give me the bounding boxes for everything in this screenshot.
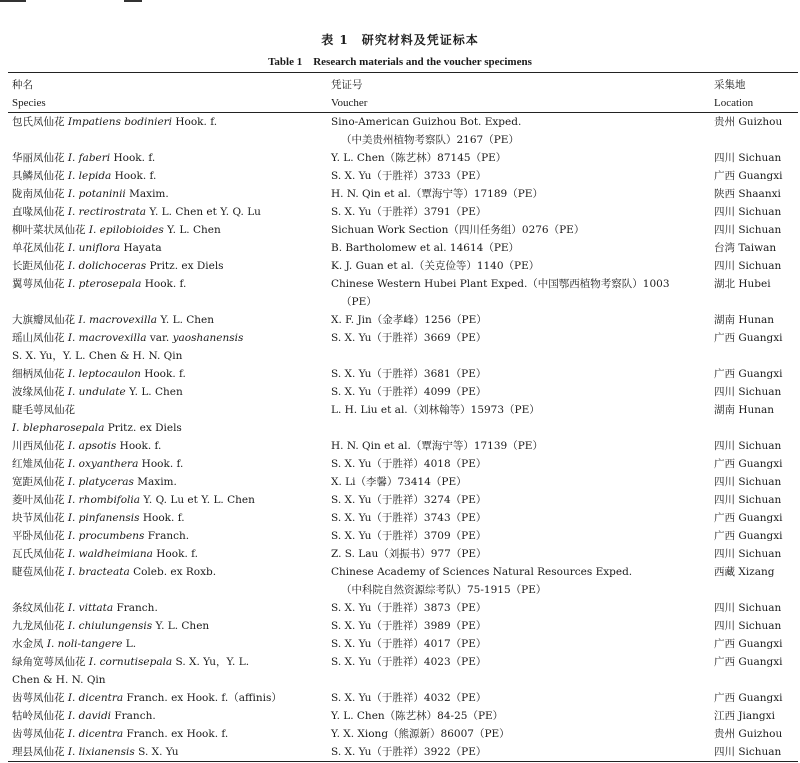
species-chinese-name: 瓦氏凤仙花 bbox=[12, 548, 65, 560]
species-line bbox=[12, 257, 330, 275]
species-authority: S. X. Yu bbox=[134, 746, 179, 758]
voucher-cell bbox=[331, 563, 709, 599]
location-cell: 广西 Guangxi bbox=[714, 692, 783, 704]
header-location bbox=[714, 76, 753, 112]
species-line bbox=[12, 473, 330, 491]
species-cell bbox=[12, 365, 330, 383]
voucher-cell bbox=[331, 239, 709, 257]
species-cell bbox=[12, 599, 330, 617]
header-voucher-en: Voucher bbox=[331, 97, 368, 109]
species-authority-continued: S. X. Yu，Y. L. Chen & H. N. Qin bbox=[12, 350, 183, 362]
location-cell: 贵州 Guizhou bbox=[714, 116, 783, 128]
location-cell: 四川 Sichuan bbox=[714, 224, 782, 236]
voucher-cell bbox=[331, 113, 709, 149]
species-line-continued bbox=[12, 671, 330, 689]
species-cell bbox=[12, 239, 330, 257]
location-cell: 贵州 Guizhou bbox=[714, 728, 783, 740]
location-cell: 四川 Sichuan bbox=[714, 494, 782, 506]
species-cell bbox=[12, 527, 330, 545]
species-chinese-name: 水金凤 bbox=[12, 638, 44, 650]
species-chinese-name: 睫毛萼凤仙花 bbox=[12, 404, 75, 416]
species-scientific-name: I. bracteata bbox=[67, 566, 130, 578]
voucher-line: S. X. Yu（于胜祥）4023（PE） bbox=[331, 656, 487, 668]
voucher-cell bbox=[331, 617, 709, 635]
species-line bbox=[12, 545, 330, 563]
species-line bbox=[12, 203, 330, 221]
voucher-line: H. N. Qin et al.（覃海宁等）17189（PE） bbox=[331, 188, 543, 200]
voucher-cell bbox=[331, 545, 709, 563]
species-authority: Hayata bbox=[120, 242, 162, 254]
species-chinese-name: 牯岭凤仙花 bbox=[12, 710, 65, 722]
species-cell bbox=[12, 257, 330, 275]
table-row bbox=[0, 473, 800, 491]
species-authority-continued: Pritz. ex Diels bbox=[104, 422, 182, 434]
voucher-cell bbox=[331, 509, 709, 527]
species-cell bbox=[12, 383, 330, 401]
voucher-line: S. X. Yu（于胜祥）3922（PE） bbox=[331, 746, 487, 758]
species-authority: Hook. f. bbox=[152, 548, 198, 560]
table-row bbox=[0, 149, 800, 167]
species-line bbox=[12, 329, 330, 347]
voucher-line: S. X. Yu（于胜祥）3669（PE） bbox=[331, 332, 487, 344]
voucher-line: （PE） bbox=[341, 296, 377, 308]
voucher-line: （中美贵州植物考察队）2167（PE） bbox=[341, 134, 519, 146]
table-caption-zh: 表 1 研究材料及凭证标本 bbox=[321, 33, 479, 47]
species-scientific-name: I. uniflora bbox=[67, 242, 121, 254]
table-row bbox=[0, 221, 800, 239]
voucher-line: S. X. Yu（于胜祥）3274（PE） bbox=[331, 494, 487, 506]
species-cell bbox=[12, 617, 330, 635]
species-cell bbox=[12, 689, 330, 707]
species-authority: Hook. f. bbox=[139, 512, 185, 524]
species-chinese-name: 瑶山凤仙花 bbox=[12, 332, 65, 344]
species-line bbox=[12, 725, 330, 743]
species-chinese-name: 宽距凤仙花 bbox=[12, 476, 65, 488]
species-authority-continued: Chen & H. N. Qin bbox=[12, 674, 106, 686]
species-cell bbox=[12, 311, 330, 329]
species-scientific-name: Impatiens bodinieri bbox=[67, 116, 173, 128]
species-chinese-name: 川西凤仙花 bbox=[12, 440, 65, 452]
table-row bbox=[0, 383, 800, 401]
species-chinese-name: 具鳞凤仙花 bbox=[12, 170, 65, 182]
location-cell: 四川 Sichuan bbox=[714, 548, 782, 560]
voucher-cell bbox=[331, 221, 709, 239]
species-scientific-name: I. pterosepala bbox=[67, 278, 142, 290]
species-cell bbox=[12, 401, 330, 437]
species-authority: Maxim. bbox=[125, 188, 169, 200]
species-cell bbox=[12, 707, 330, 725]
voucher-line: Chinese Academy of Sciences Natural Resources Exped. bbox=[331, 566, 633, 578]
location-cell: 湖南 Hunan bbox=[714, 404, 775, 416]
header-species bbox=[12, 76, 46, 112]
species-cell bbox=[12, 563, 330, 581]
header-voucher-zh: 凭证号 bbox=[331, 79, 363, 91]
species-scientific-name: I. davidi bbox=[67, 710, 112, 722]
location-cell: 湖南 Hunan bbox=[714, 314, 775, 326]
voucher-line: S. X. Yu（于胜祥）4018（PE） bbox=[331, 458, 487, 470]
species-scientific-name: I. macrovexilla bbox=[78, 314, 158, 326]
voucher-line: S. X. Yu（于胜祥）3681（PE） bbox=[331, 368, 487, 380]
table-row bbox=[0, 185, 800, 203]
table-row bbox=[0, 509, 800, 527]
voucher-line: Y. L. Chen（陈艺林）87145（PE） bbox=[331, 152, 507, 164]
species-authority: Y. L. Chen bbox=[163, 224, 221, 236]
voucher-cell bbox=[331, 257, 709, 275]
voucher-line: L. H. Liu et al.（刘林翰等）15973（PE） bbox=[331, 404, 540, 416]
voucher-cell bbox=[331, 491, 709, 509]
species-line bbox=[12, 185, 330, 203]
voucher-line: K. J. Guan et al.（关克俭等）1140（PE） bbox=[331, 260, 540, 272]
species-chinese-name: 陇南凤仙花 bbox=[12, 188, 65, 200]
species-chinese-name: 单花凤仙花 bbox=[12, 242, 65, 254]
species-line bbox=[12, 743, 330, 761]
species-scientific-name: I. rhombifolia bbox=[67, 494, 140, 506]
species-cell bbox=[12, 437, 330, 455]
location-cell: 四川 Sichuan bbox=[714, 440, 782, 452]
voucher-cell bbox=[331, 455, 709, 473]
voucher-line: X. F. Jin（金孝峰）1256（PE） bbox=[331, 314, 487, 326]
species-line bbox=[12, 311, 330, 329]
species-chinese-name: 柳叶菜状凤仙花 bbox=[12, 224, 86, 236]
species-line-continued bbox=[12, 347, 330, 365]
voucher-line: S. X. Yu（于胜祥）3873（PE） bbox=[331, 602, 487, 614]
species-scientific-name: I. potaninii bbox=[67, 188, 126, 200]
table-row bbox=[0, 401, 800, 437]
table-row bbox=[0, 257, 800, 275]
species-scientific-name: I. procumbens bbox=[67, 530, 145, 542]
table-row bbox=[0, 563, 800, 599]
species-authority: Coleb. ex Roxb. bbox=[129, 566, 217, 578]
species-line bbox=[12, 617, 330, 635]
voucher-line: （中科院自然资源综考队）75-1915（PE） bbox=[341, 584, 547, 596]
voucher-cell bbox=[331, 689, 709, 707]
voucher-line: S. X. Yu（于胜祥）3743（PE） bbox=[331, 512, 487, 524]
species-scientific-name: I. rectirostrata bbox=[67, 206, 147, 218]
voucher-cell bbox=[331, 275, 709, 311]
table-row bbox=[0, 491, 800, 509]
species-scientific-name: I. dicentra bbox=[67, 728, 124, 740]
species-authority: Pritz. ex Diels bbox=[146, 260, 224, 272]
location-cell: 陕西 Shaanxi bbox=[714, 188, 781, 200]
voucher-line: S. X. Yu（于胜祥）3989（PE） bbox=[331, 620, 487, 632]
table-row bbox=[0, 653, 800, 689]
header-species-en: Species bbox=[12, 97, 46, 109]
species-line bbox=[12, 221, 330, 239]
species-scientific-name: I. cornutisepala bbox=[88, 656, 173, 668]
species-chinese-name: 齿萼凤仙花 bbox=[12, 692, 65, 704]
species-line bbox=[12, 707, 330, 725]
species-line bbox=[12, 509, 330, 527]
voucher-line: Z. S. Lau（刘振书）977（PE） bbox=[331, 548, 487, 560]
species-line-continued bbox=[12, 419, 330, 437]
table-row bbox=[0, 365, 800, 383]
table-row bbox=[0, 725, 800, 743]
species-cell bbox=[12, 653, 330, 689]
species-authority: var. bbox=[146, 332, 173, 344]
location-cell: 广西 Guangxi bbox=[714, 656, 783, 668]
species-scientific-name: I. blepharosepala bbox=[12, 422, 105, 434]
species-cell bbox=[12, 113, 330, 131]
table-row bbox=[0, 239, 800, 257]
table-row bbox=[0, 743, 800, 761]
voucher-cell bbox=[331, 707, 709, 725]
species-line bbox=[12, 113, 330, 131]
voucher-cell bbox=[331, 167, 709, 185]
species-chinese-name: 条纹凤仙花 bbox=[12, 602, 65, 614]
table-row bbox=[0, 527, 800, 545]
species-cell bbox=[12, 743, 330, 761]
species-authority: Hook. f. bbox=[172, 116, 218, 128]
table-row bbox=[0, 113, 800, 149]
voucher-cell bbox=[331, 203, 709, 221]
species-chinese-name: 细柄凤仙花 bbox=[12, 368, 65, 380]
species-chinese-name: 绿角宽萼凤仙花 bbox=[12, 656, 86, 668]
species-cell bbox=[12, 635, 330, 653]
voucher-line: Sichuan Work Section（四川任务组）0276（PE） bbox=[331, 224, 585, 236]
table-top-rule bbox=[8, 72, 798, 73]
species-scientific-name: I. undulate bbox=[67, 386, 126, 398]
species-line bbox=[12, 653, 330, 671]
species-authority: Franch. bbox=[113, 602, 158, 614]
location-cell: 四川 Sichuan bbox=[714, 152, 782, 164]
table-row bbox=[0, 167, 800, 185]
species-scientific-name: I. lepida bbox=[67, 170, 112, 182]
species-scientific-name: I. noli-tangere bbox=[46, 638, 123, 650]
species-scientific-name: I. waldheimiana bbox=[67, 548, 153, 560]
species-line bbox=[12, 527, 330, 545]
species-line bbox=[12, 383, 330, 401]
location-cell: 四川 Sichuan bbox=[714, 620, 782, 632]
species-authority: Franch. bbox=[111, 710, 156, 722]
species-cell bbox=[12, 473, 330, 491]
species-authority: Hook. f. bbox=[140, 368, 186, 380]
location-cell: 广西 Guangxi bbox=[714, 332, 783, 344]
species-chinese-name: 九龙凤仙花 bbox=[12, 620, 65, 632]
table-caption-en: Table 1 Research materials and the voucher specimens bbox=[268, 56, 532, 68]
voucher-cell bbox=[331, 743, 709, 761]
species-variety-name: yaoshanensis bbox=[172, 332, 244, 344]
header-voucher bbox=[331, 76, 367, 112]
species-chinese-name: 平卧凤仙花 bbox=[12, 530, 65, 542]
location-cell: 广西 Guangxi bbox=[714, 458, 783, 470]
species-cell bbox=[12, 149, 330, 167]
species-cell bbox=[12, 221, 330, 239]
location-cell: 广西 Guangxi bbox=[714, 530, 783, 542]
table-row bbox=[0, 455, 800, 473]
voucher-cell bbox=[331, 473, 709, 491]
voucher-cell bbox=[331, 653, 709, 671]
species-chinese-name: 翼萼凤仙花 bbox=[12, 278, 65, 290]
species-authority: Y. Q. Lu et Y. L. Chen bbox=[140, 494, 255, 506]
voucher-line: S. X. Yu（于胜祥）4017（PE） bbox=[331, 638, 487, 650]
species-authority: Hook. f. bbox=[111, 170, 157, 182]
species-chinese-name: 直喙凤仙花 bbox=[12, 206, 65, 218]
species-cell bbox=[12, 203, 330, 221]
species-authority: Hook. f. bbox=[138, 458, 184, 470]
location-cell: 四川 Sichuan bbox=[714, 260, 782, 272]
table-row bbox=[0, 635, 800, 653]
species-authority: L. bbox=[122, 638, 137, 650]
location-cell: 四川 Sichuan bbox=[714, 386, 782, 398]
table-row bbox=[0, 617, 800, 635]
voucher-cell bbox=[331, 599, 709, 617]
species-line bbox=[12, 599, 330, 617]
location-cell: 江西 Jiangxi bbox=[714, 710, 775, 722]
voucher-cell bbox=[331, 311, 709, 329]
species-chinese-name: 齿萼凤仙花 bbox=[12, 728, 65, 740]
table-row bbox=[0, 437, 800, 455]
table-row bbox=[0, 203, 800, 221]
voucher-cell bbox=[331, 383, 709, 401]
table-row bbox=[0, 689, 800, 707]
header-location-en: Location bbox=[714, 97, 754, 109]
species-chinese-name: 包氏凤仙花 bbox=[12, 116, 65, 128]
species-line bbox=[12, 689, 330, 707]
header-location-zh: 采集地 bbox=[714, 79, 746, 91]
species-line bbox=[12, 365, 330, 383]
species-chinese-name: 华丽凤仙花 bbox=[12, 152, 65, 164]
location-cell: 湖北 Hubei bbox=[714, 278, 771, 290]
species-authority: Franch. ex Hook. f.（affinis） bbox=[123, 692, 282, 704]
table-body bbox=[0, 113, 800, 761]
top-fragment-rule bbox=[0, 0, 150, 3]
species-authority: Hook. f. bbox=[110, 152, 156, 164]
voucher-cell bbox=[331, 635, 709, 653]
species-authority: Maxim. bbox=[133, 476, 177, 488]
species-chinese-name: 块节凤仙花 bbox=[12, 512, 65, 524]
voucher-cell bbox=[331, 365, 709, 383]
table-row bbox=[0, 329, 800, 365]
voucher-line: H. N. Qin et al.（覃海宁等）17139（PE） bbox=[331, 440, 543, 452]
species-authority: Hook. f. bbox=[141, 278, 187, 290]
species-authority: Y. L. Chen bbox=[157, 314, 215, 326]
location-cell: 广西 Guangxi bbox=[714, 512, 783, 524]
species-cell bbox=[12, 455, 330, 473]
species-scientific-name: I. oxyanthera bbox=[67, 458, 139, 470]
species-chinese-name: 红雉凤仙花 bbox=[12, 458, 65, 470]
species-scientific-name: I. leptocaulon bbox=[67, 368, 141, 380]
voucher-line: S. X. Yu（于胜祥）4032（PE） bbox=[331, 692, 487, 704]
species-chinese-name: 理县凤仙花 bbox=[12, 746, 65, 758]
species-authority: Y. L. Chen bbox=[125, 386, 183, 398]
location-cell: 四川 Sichuan bbox=[714, 746, 782, 758]
voucher-cell bbox=[331, 185, 709, 203]
species-scientific-name: I. chiulungensis bbox=[67, 620, 153, 632]
species-cell bbox=[12, 329, 330, 365]
species-line bbox=[12, 167, 330, 185]
location-cell: 广西 Guangxi bbox=[714, 170, 783, 182]
species-chinese-name: 菱叶凤仙花 bbox=[12, 494, 65, 506]
species-scientific-name: I. epilobioides bbox=[88, 224, 164, 236]
table-row bbox=[0, 275, 800, 311]
voucher-line: X. Li（李馨）73414（PE） bbox=[331, 476, 467, 488]
species-line bbox=[12, 563, 330, 581]
species-cell bbox=[12, 491, 330, 509]
species-line bbox=[12, 275, 330, 293]
voucher-line: Y. X. Xiong（熊源新）86007（PE） bbox=[331, 728, 510, 740]
species-line bbox=[12, 455, 330, 473]
species-line bbox=[12, 491, 330, 509]
location-cell: 四川 Sichuan bbox=[714, 602, 782, 614]
voucher-line: S. X. Yu（于胜祥）3791（PE） bbox=[331, 206, 487, 218]
voucher-cell bbox=[331, 725, 709, 743]
species-scientific-name: I. dicentra bbox=[67, 692, 124, 704]
species-chinese-name: 大旗瓣凤仙花 bbox=[12, 314, 75, 326]
voucher-cell bbox=[331, 149, 709, 167]
table-bottom-rule bbox=[8, 761, 798, 762]
location-cell: 四川 Sichuan bbox=[714, 476, 782, 488]
species-scientific-name: I. lixianensis bbox=[67, 746, 135, 758]
table-row bbox=[0, 599, 800, 617]
location-cell: 广西 Guangxi bbox=[714, 638, 783, 650]
location-cell: 广西 Guangxi bbox=[714, 368, 783, 380]
species-cell bbox=[12, 275, 330, 293]
species-cell bbox=[12, 167, 330, 185]
voucher-cell bbox=[331, 401, 709, 419]
species-scientific-name: I. pinfanensis bbox=[67, 512, 140, 524]
species-authority: Franch. bbox=[144, 530, 190, 542]
location-cell: 四川 Sichuan bbox=[714, 206, 782, 218]
species-line bbox=[12, 239, 330, 257]
voucher-line: Chinese Western Hubei Plant Exped.（中国鄂西植物考察队）1003 bbox=[331, 278, 670, 290]
location-cell: 西藏 Xizang bbox=[714, 566, 775, 578]
voucher-line: S. X. Yu（于胜祥）4099（PE） bbox=[331, 386, 487, 398]
voucher-cell bbox=[331, 329, 709, 347]
species-scientific-name: I. macrovexilla bbox=[67, 332, 147, 344]
voucher-cell bbox=[331, 527, 709, 545]
species-chinese-name: 波缘凤仙花 bbox=[12, 386, 65, 398]
species-line bbox=[12, 149, 330, 167]
species-scientific-name: I. dolichoceras bbox=[67, 260, 147, 272]
species-line bbox=[12, 401, 330, 419]
location-cell: 台湾 Taiwan bbox=[714, 242, 777, 254]
species-cell bbox=[12, 185, 330, 203]
species-authority: Franch. ex Hook. f. bbox=[123, 728, 229, 740]
voucher-line: S. X. Yu（于胜祥）3709（PE） bbox=[331, 530, 487, 542]
species-line bbox=[12, 437, 330, 455]
voucher-line: Y. L. Chen（陈艺林）84-25（PE） bbox=[331, 710, 504, 722]
species-cell bbox=[12, 509, 330, 527]
species-authority: S. X. Yu，Y. L. bbox=[172, 656, 250, 668]
species-chinese-name: 长距凤仙花 bbox=[12, 260, 65, 272]
voucher-line: S. X. Yu（于胜祥）3733（PE） bbox=[331, 170, 487, 182]
species-cell bbox=[12, 545, 330, 563]
voucher-line: Sino-American Guizhou Bot. Exped. bbox=[331, 116, 522, 128]
species-scientific-name: I. apsotis bbox=[67, 440, 117, 452]
species-scientific-name: I. faberi bbox=[67, 152, 111, 164]
table-row bbox=[0, 707, 800, 725]
header-species-zh: 种名 bbox=[12, 79, 33, 91]
voucher-cell bbox=[331, 437, 709, 455]
species-chinese-name: 睫苞凤仙花 bbox=[12, 566, 65, 578]
species-authority: Y. L. Chen bbox=[152, 620, 210, 632]
table-row bbox=[0, 311, 800, 329]
species-scientific-name: I. vittata bbox=[67, 602, 114, 614]
species-authority: Hook. f. bbox=[116, 440, 162, 452]
species-authority: Y. L. Chen et Y. Q. Lu bbox=[146, 206, 261, 218]
table-row bbox=[0, 545, 800, 563]
voucher-line: B. Bartholomew et al. 14614（PE） bbox=[331, 242, 520, 254]
species-cell bbox=[12, 725, 330, 743]
species-line bbox=[12, 635, 330, 653]
species-scientific-name: I. platyceras bbox=[67, 476, 134, 488]
